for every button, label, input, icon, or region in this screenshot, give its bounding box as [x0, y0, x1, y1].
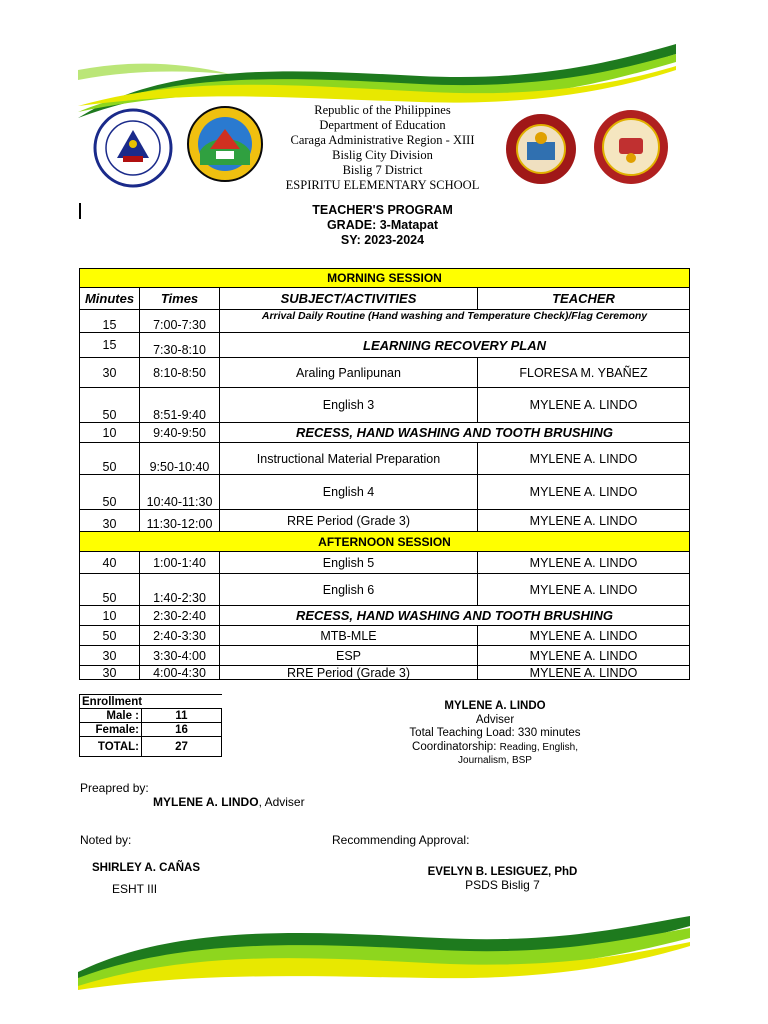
coordinatorship-value: Reading, English, — [499, 741, 578, 753]
activity-cell: RECESS, HAND WASHING AND TOOTH BRUSHING — [220, 606, 690, 626]
teacher-cell: MYLENE A. LINDO — [478, 443, 690, 475]
noted-by-label: Noted by: — [80, 833, 132, 847]
enrollment-label: Enrollment — [80, 695, 222, 709]
afternoon-session-label: AFTERNOON SESSION — [80, 532, 690, 552]
column-header: Minutes — [80, 288, 140, 310]
time-cell: 7:00-7:30 — [140, 310, 220, 333]
table-row — [80, 310, 690, 333]
document-title — [260, 203, 505, 248]
letterhead-line: Republic of the Philippines — [314, 103, 451, 117]
total-label: TOTAL: — [80, 737, 142, 757]
table-row — [80, 443, 690, 475]
minutes-cell: 50 — [80, 475, 140, 510]
teacher-cell: MYLENE A. LINDO — [478, 574, 690, 606]
letterhead-line: Bislig City Division — [332, 148, 433, 162]
letterhead-line: Caraga Administrative Region - XIII — [290, 133, 475, 147]
table-row — [80, 423, 690, 443]
female-count: 16 — [142, 723, 222, 737]
table-row — [80, 333, 690, 358]
teaching-load: Total Teaching Load: 330 minutes — [409, 727, 581, 739]
morning-session-label: MORNING SESSION — [80, 269, 690, 288]
prepared-by-signatory — [153, 795, 305, 809]
minutes-cell: 30 — [80, 510, 140, 532]
minutes-cell: 50 — [80, 626, 140, 646]
female-label: Female: — [80, 723, 142, 737]
column-header: SUBJECT/ACTIVITIES — [220, 288, 478, 310]
minutes-cell: 40 — [80, 552, 140, 574]
time-cell: 4:00-4:30 — [140, 666, 220, 680]
table-row — [80, 626, 690, 646]
table-row — [80, 358, 690, 388]
schedule-table — [79, 268, 690, 680]
adviser-block — [375, 700, 615, 768]
recommending-role: PSDS Bislig 7 — [465, 878, 540, 892]
enrollment-row — [80, 709, 222, 723]
time-cell: 3:30-4:00 — [140, 646, 220, 666]
minutes-cell: 10 — [80, 423, 140, 443]
enrollment-row — [80, 723, 222, 737]
enrollment-header-row — [80, 695, 222, 709]
teacher-cell: MYLENE A. LINDO — [478, 646, 690, 666]
letterhead-line: Bislig 7 District — [342, 163, 423, 177]
minutes-cell: 30 — [80, 358, 140, 388]
time-cell: 8:10-8:50 — [140, 358, 220, 388]
subject-cell: Instructional Material Preparation — [220, 443, 478, 475]
time-cell: 9:40-9:50 — [140, 423, 220, 443]
subject-cell: ESP — [220, 646, 478, 666]
activity-cell: Arrival Daily Routine (Hand washing and Temperature Check)/Flag Ceremony — [220, 310, 690, 333]
title-line: TEACHER'S PROGRAM — [312, 203, 453, 217]
subject-cell: English 4 — [220, 475, 478, 510]
enrollment-row — [80, 737, 222, 757]
time-cell: 11:30-12:00 — [140, 510, 220, 532]
minutes-cell: 30 — [80, 646, 140, 666]
activity-cell: RECESS, HAND WASHING AND TOOTH BRUSHING — [220, 423, 690, 443]
recommending-name: EVELYN B. LESIGUEZ, PhD — [427, 866, 578, 878]
minutes-cell: 30 — [80, 666, 140, 680]
table-row — [80, 606, 690, 626]
table-row — [80, 666, 690, 680]
table-row — [80, 388, 690, 423]
noted-by-role: ESHT III — [112, 882, 158, 896]
subject-cell: RRE Period (Grade 3) — [220, 666, 478, 680]
coordinatorship-value-2: Journalism, BSP — [458, 755, 532, 766]
column-header: Times — [140, 288, 220, 310]
noted-by-name: SHIRLEY A. CAÑAS — [92, 862, 200, 874]
minutes-cell: 15 — [80, 333, 140, 358]
subject-cell: English 5 — [220, 552, 478, 574]
minutes-cell: 50 — [80, 443, 140, 475]
subject-cell: English 6 — [220, 574, 478, 606]
teacher-cell: MYLENE A. LINDO — [478, 666, 690, 680]
school-year-line: SY: 2023-2024 — [340, 233, 425, 247]
teacher-cell: MYLENE A. LINDO — [478, 388, 690, 423]
deped-seal-logo — [93, 108, 173, 188]
enrollment-table — [79, 694, 222, 757]
column-header: TEACHER — [478, 288, 690, 310]
text-cursor — [79, 203, 81, 219]
prepared-by-label: Preapred by: — [80, 781, 149, 795]
espiritu-elementary-school-logo — [592, 108, 670, 186]
male-label: Male : — [80, 709, 142, 723]
table-row — [80, 510, 690, 532]
coordinatorship-label: Coordinatorship: — [412, 740, 500, 753]
minutes-cell: 50 — [80, 574, 140, 606]
grade-line: GRADE: 3-Matapat — [326, 218, 439, 232]
bottom-swoosh-decoration — [0, 912, 768, 992]
time-cell: 1:40-2:30 — [140, 574, 220, 606]
minutes-cell: 50 — [80, 388, 140, 423]
teacher-cell: MYLENE A. LINDO — [478, 552, 690, 574]
recommending-approval-label: Recommending Approval: — [332, 833, 470, 847]
time-cell: 2:30-2:40 — [140, 606, 220, 626]
adviser-name: MYLENE A. LINDO — [444, 700, 546, 712]
minutes-cell: 10 — [80, 606, 140, 626]
subject-cell: Araling Panlipunan — [220, 358, 478, 388]
teacher-cell: MYLENE A. LINDO — [478, 475, 690, 510]
table-row — [80, 475, 690, 510]
bislig-division-logo — [503, 112, 579, 186]
adviser-role: Adviser — [475, 713, 515, 726]
total-count: 27 — [142, 737, 222, 757]
subject-cell: MTB-MLE — [220, 626, 478, 646]
letterhead-line: Department of Education — [319, 118, 446, 132]
table-header-row — [80, 288, 690, 310]
male-count: 11 — [142, 709, 222, 723]
time-cell: 8:51-9:40 — [140, 388, 220, 423]
prepared-by-role: , Adviser — [258, 795, 305, 809]
time-cell: 7:30-8:10 — [140, 333, 220, 358]
time-cell: 1:00-1:40 — [140, 552, 220, 574]
letterhead — [260, 103, 505, 193]
minutes-cell: 15 — [80, 310, 140, 333]
session-row — [80, 269, 690, 288]
table-row — [80, 552, 690, 574]
time-cell: 2:40-3:30 — [140, 626, 220, 646]
session-row — [80, 532, 690, 552]
prepared-by-name: MYLENE A. LINDO — [153, 795, 259, 809]
table-row — [80, 574, 690, 606]
subject-cell: RRE Period (Grade 3) — [220, 510, 478, 532]
subject-cell: English 3 — [220, 388, 478, 423]
caraga-region-logo — [186, 105, 264, 183]
time-cell: 10:40-11:30 — [140, 475, 220, 510]
teacher-cell: MYLENE A. LINDO — [478, 626, 690, 646]
activity-cell: LEARNING RECOVERY PLAN — [220, 333, 690, 358]
teacher-cell: FLORESA M. YBAÑEZ — [478, 358, 690, 388]
school-name: ESPIRITU ELEMENTARY SCHOOL — [285, 178, 480, 192]
time-cell: 9:50-10:40 — [140, 443, 220, 475]
teacher-cell: MYLENE A. LINDO — [478, 510, 690, 532]
table-row — [80, 646, 690, 666]
